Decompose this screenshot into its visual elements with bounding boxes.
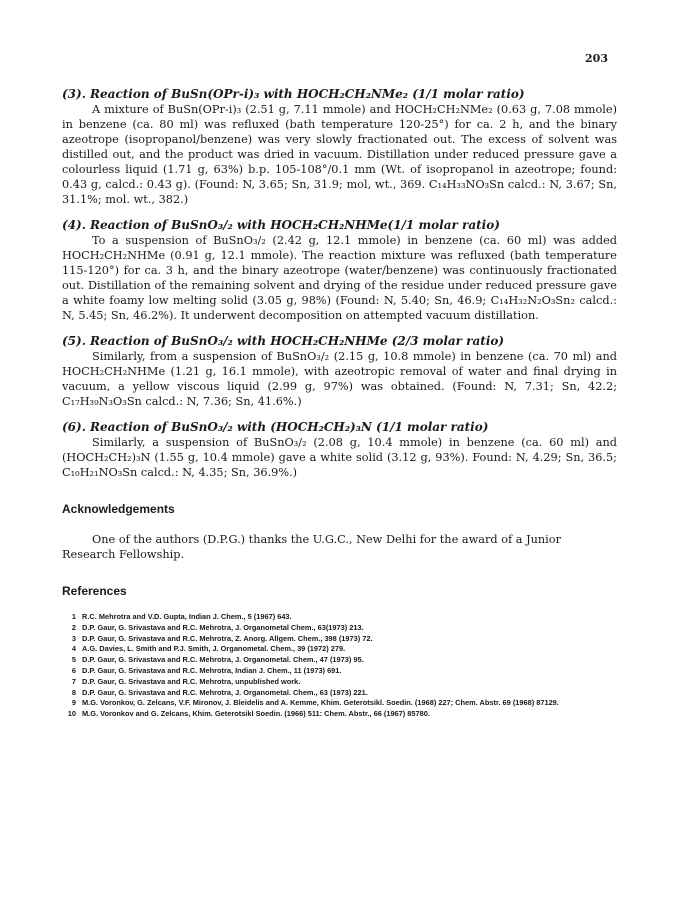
reference-item <box>62 644 617 655</box>
reference-number: 10 <box>67 709 76 719</box>
reference-item <box>62 677 617 688</box>
reference-item <box>62 612 617 623</box>
reference-item <box>62 709 617 720</box>
section-3 <box>62 86 617 207</box>
page-number: 203 <box>585 52 608 65</box>
references-heading: References <box>62 584 127 598</box>
reference-text: M.G. Voronkov, G. Zelcans, V.F. Mironov, J. Bleidelis and A. Kemme, Khim. Geterotsikl. Soedin. (1968) 227; Chem. Abstr. 69 (1968) 87129. <box>82 698 559 708</box>
reference-item <box>62 688 617 699</box>
section-heading: (6). Reaction of BuSnO₃/₂ with (HOCH₂CH₂)₃N (1/1 molar ratio) <box>62 420 489 434</box>
section-text: Similarly, a suspension of BuSnO₃/₂ (2.08 g, 10.4 mmole) in benzene (ca. 60 ml) and (HOCH₂CH₂)₃N (1.55 g, 10.4 mmole) gave a white solid (3.12 g, 93%). Found: N, 4.29; Sn, 36.5; C₁₀H₂₁NO₃Sn calcd.: N, 4.35; Sn, 36.9%.) <box>62 436 617 479</box>
reference-number: 5 <box>71 655 76 665</box>
reference-number: 2 <box>71 622 76 632</box>
reference-number: 3 <box>71 633 76 643</box>
reference-text: D.P. Gaur, G. Srivastava and R.C. Mehrotra, unpublished work. <box>82 676 301 686</box>
reference-item <box>62 623 617 634</box>
section-text: Similarly, from a suspension of BuSnO₃/₂ (2.15 g, 10.8 mmole) in benzene (ca. 70 ml) and HOCH₂CH₂NHMe (1.21 g, 16.1 mmole), with azeotropic removal of water and final drying in vacuum, a yellow viscous liquid (2.99 g, 97%) was obtained. (Found: N, 7.31; Sn, 42.2; C₁₇H₃₉N₃O₃Sn calcd.: N, 7.36; Sn, 41.6%.) <box>62 350 617 408</box>
section-heading: (5). Reaction of BuSnO₃/₂ with HOCH₂CH₂NHMe (2/3 molar ratio) <box>62 334 505 348</box>
section-heading: (4). Reaction of BuSnO₃/₂ with HOCH₂CH₂NHMe(1/1 molar ratio) <box>62 218 500 232</box>
reference-number: 6 <box>71 665 76 675</box>
reference-number: 4 <box>71 644 76 654</box>
section-4 <box>62 217 617 323</box>
section-5 <box>62 333 617 409</box>
reference-item <box>62 634 617 645</box>
reference-item <box>62 698 617 709</box>
section-text: A mixture of BuSn(OPr-i)₃ (2.51 g, 7.11 mmole) and HOCH₂CH₂NMe₂ (0.63 g, 7.08 mmole) in benzene (ca. 80 ml) was refluxed (bath temperature 120-25°) for ca. 2 h, and the binary azeotrope (isopropanol/benzene) was very slowly fractionated out. The excess of solvent was distilled out, and the product was dried in vacuum. Distillation under reduced pressure gave a colourless liquid (1.71 g, 63%) b.p. 105-108°/0.1 mm (Wt. of isopropanol in azeotrope; found: 0.43 g, calcd.: 0.43 g). (Found: N, 3.65; Sn, 31.9; mol, wt., 369. C₁₄H₃₃NO₃Sn calcd.: N, 3.67; Sn, 31.1%; mol. wt., 382.) <box>62 103 617 206</box>
section-heading: (3). Reaction of BuSn(OPr-i)₃ with HOCH₂CH₂NMe₂ (1/1 molar ratio) <box>62 87 525 101</box>
acknowledgements-heading: Acknowledgements <box>62 502 175 516</box>
page-body <box>62 86 617 720</box>
reference-list <box>62 612 617 720</box>
reference-text: D.P. Gaur, G. Srivastava and R.C. Mehrotra, J. Organometal. Chem., 63 (1973) 221. <box>82 687 368 697</box>
reference-text: D.P. Gaur, G. Srivastava and R.C. Mehrotra, J. Organometal. Chem., 47 (1973) 95. <box>82 655 364 665</box>
reference-number: 8 <box>71 687 76 697</box>
reference-text: R.C. Mehrotra and V.D. Gupta, Indian J. Chem., 5 (1967) 643. <box>82 612 292 621</box>
reference-text: D.P. Gaur, G. Srivastava and R.C. Mehrotra, J. Organometal Chem., 63(1973) 213. <box>82 622 364 632</box>
reference-number: 9 <box>71 698 76 708</box>
section-text: To a suspension of BuSnO₃/₂ (2.42 g, 12.1 mmole) in benzene (ca. 60 ml) was added HOCH₂CH₂NHMe (0.91 g, 12.1 mmole). The reaction mixture was refluxed (bath temperature 115-120°) for ca. 3 h, and the binary azeotrope (water/benzene) was continuously fractionated out. Distillation of the remaining solvent and drying of the residue under reduced pressure gave a white foamy low melting solid (3.05 g, 98%) (Found: N, 5.40; Sn, 46.9; C₁₄H₃₂N₂O₃Sn₂ calcd.: N, 5.45; Sn, 46.2%). It underwent decomposition on attempted vacuum distillation. <box>62 234 617 322</box>
reference-number: 7 <box>71 676 76 686</box>
reference-text: A.G. Davies, L. Smith and P.J. Smith, J. Organometal. Chem., 39 (1972) 279. <box>82 644 346 654</box>
reference-number: 1 <box>71 612 76 621</box>
acknowledgements-text: One of the authors (D.P.G.) thanks the U.G.C., New Delhi for the award of a Junior Research Fellowship. <box>62 533 562 561</box>
section-6 <box>62 419 617 480</box>
reference-item <box>62 666 617 677</box>
reference-text: M.G. Voronkov and G. Zelcans, Khim. Geterotsikl Soedin. (1966) 511: Chem. Abstr., 66 (1967) 85780. <box>82 709 430 719</box>
reference-text: D.P. Gaur, G. Srivastava and R.C. Mehrotra, Z. Anorg. Allgem. Chem., 398 (1973) 72. <box>82 633 373 643</box>
reference-text: D.P. Gaur, G. Srivastava and R.C. Mehrotra, Indian J. Chem., 11 (1973) 691. <box>82 665 342 675</box>
reference-item <box>62 655 617 666</box>
